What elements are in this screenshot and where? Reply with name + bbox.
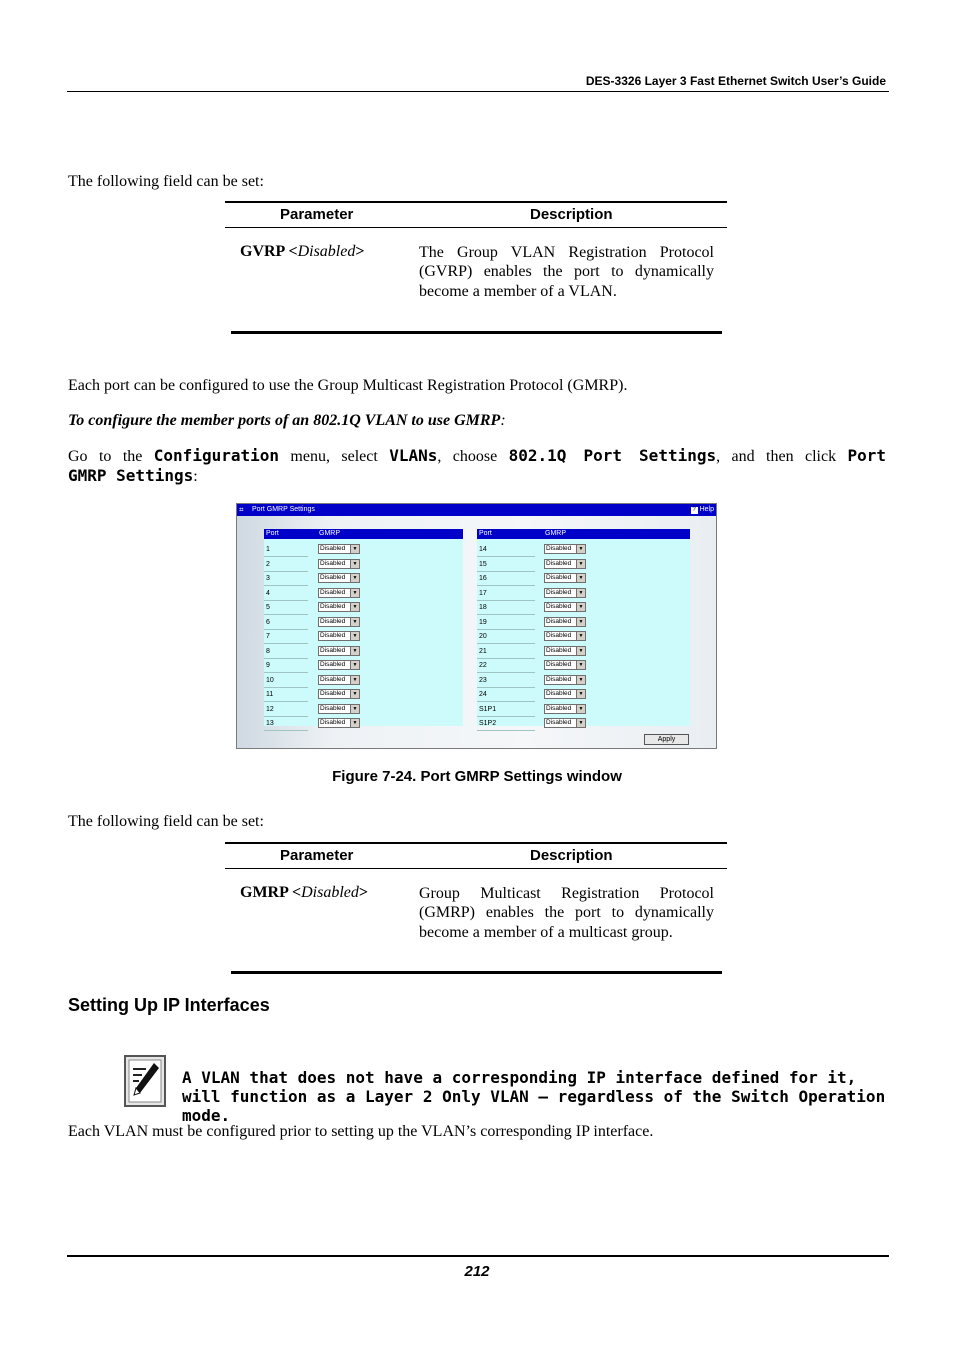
gmrp-select-value: Disabled xyxy=(546,704,572,712)
gmrp-select-value: Disabled xyxy=(546,690,572,697)
port-row xyxy=(264,688,463,702)
port-number: 8 xyxy=(266,647,270,655)
gmrp-select-value: Disabled xyxy=(546,675,572,683)
port-number: 6 xyxy=(266,618,270,626)
gmrp-parameter-table xyxy=(225,842,727,976)
gmrp-select[interactable] xyxy=(318,689,360,699)
gmrp-select[interactable] xyxy=(318,602,360,612)
figure-caption: Figure 7-24. Port GMRP Settings window xyxy=(332,768,622,785)
gmrp-select-value: Disabled xyxy=(320,559,346,567)
dropdown-arrow-icon[interactable]: ▼ xyxy=(576,661,585,669)
gmrp-select-value: Disabled xyxy=(320,661,346,668)
gmrp-select[interactable] xyxy=(544,602,586,612)
gmrp-select[interactable] xyxy=(318,559,360,569)
gmrp-select-value: Disabled xyxy=(320,704,346,712)
dropdown-arrow-icon[interactable]: ▼ xyxy=(350,560,359,568)
port-row xyxy=(264,645,463,659)
gmrp-column-header: GMRP xyxy=(543,529,690,539)
table-header-rule xyxy=(225,868,727,869)
port-row xyxy=(477,717,690,731)
gmrp-select-value: Disabled xyxy=(546,559,572,567)
port-number: 20 xyxy=(479,633,487,640)
dropdown-arrow-icon[interactable]: ▼ xyxy=(576,560,585,568)
port-row xyxy=(264,558,463,572)
column-header-parameter: Parameter xyxy=(280,847,354,864)
column-header-description: Description xyxy=(530,847,613,864)
port-row xyxy=(477,630,690,644)
grid-menu-icon[interactable]: ⌗ xyxy=(239,505,244,514)
dropdown-arrow-icon[interactable]: ▼ xyxy=(350,632,359,640)
dropdown-arrow-icon[interactable]: ▼ xyxy=(350,705,359,713)
gmrp-select-value: Disabled xyxy=(320,632,346,639)
header-rule xyxy=(67,91,889,92)
column-header-description: Description xyxy=(530,206,613,223)
port-number: S1P1 xyxy=(479,705,497,713)
dropdown-arrow-icon[interactable]: ▼ xyxy=(350,676,359,684)
port-number: 15 xyxy=(479,560,487,568)
note-pencil-icon xyxy=(124,1055,166,1107)
dropdown-arrow-icon[interactable]: ▼ xyxy=(576,705,585,713)
port-row xyxy=(477,601,690,615)
gmrp-select-value: Disabled xyxy=(320,646,346,654)
dropdown-arrow-icon[interactable]: ▼ xyxy=(576,632,585,640)
gmrp-select-value: Disabled xyxy=(546,617,572,625)
note-text: A VLAN that does not have a corresponding IP interface defined for it, will function as a Layer 2 Only VLAN – regardless of the Switch Operation mode. xyxy=(182,1068,886,1125)
gmrp-select-value: Disabled xyxy=(546,545,572,552)
port-number: 24 xyxy=(479,691,487,698)
section-heading: Setting Up IP Interfaces xyxy=(68,995,270,1015)
table-header-rule xyxy=(225,227,727,228)
gmrp-select[interactable] xyxy=(544,689,586,699)
dropdown-arrow-icon[interactable]: ▼ xyxy=(576,574,585,582)
port-number: 19 xyxy=(479,618,487,626)
gmrp-select[interactable] xyxy=(318,718,360,728)
port-row xyxy=(264,572,463,586)
gmrp-select[interactable] xyxy=(544,588,586,598)
intro-text-2: The following field can be set: xyxy=(68,813,264,830)
port-number: 10 xyxy=(266,676,274,684)
gmrp-select[interactable] xyxy=(318,675,360,685)
port-number: 1 xyxy=(266,546,270,553)
right-port-table xyxy=(477,529,690,726)
gmrp-select-value: Disabled xyxy=(546,632,572,639)
gmrp-select[interactable] xyxy=(318,573,360,583)
port-row xyxy=(264,630,463,644)
port-row xyxy=(264,601,463,615)
port-row xyxy=(477,659,690,673)
port-number: 12 xyxy=(266,705,274,713)
last-paragraph: Each VLAN must be configured prior to setting up the VLAN’s corresponding IP interface. xyxy=(68,1123,654,1140)
gmrp-select[interactable] xyxy=(544,617,586,627)
port-number: 14 xyxy=(479,546,487,553)
port-number: 4 xyxy=(266,589,270,597)
port-number: 13 xyxy=(266,720,274,727)
port-row xyxy=(264,674,463,688)
dropdown-arrow-icon[interactable]: ▼ xyxy=(576,589,585,597)
gmrp-select-value: Disabled xyxy=(546,574,572,581)
port-number: S1P2 xyxy=(479,720,497,727)
gmrp-column-header: GMRP xyxy=(317,529,463,539)
port-number: 2 xyxy=(266,560,270,568)
dropdown-arrow-icon[interactable]: ▼ xyxy=(576,647,585,655)
port-gmrp-settings-window xyxy=(236,503,717,749)
dropdown-arrow-icon[interactable]: ▼ xyxy=(350,661,359,669)
gmrp-select[interactable] xyxy=(318,544,360,554)
dropdown-arrow-icon[interactable]: ▼ xyxy=(350,603,359,611)
port-row xyxy=(477,616,690,630)
port-number: 9 xyxy=(266,662,270,669)
port-number: 11 xyxy=(266,691,274,698)
port-row xyxy=(477,674,690,688)
dropdown-arrow-icon[interactable]: ▼ xyxy=(350,618,359,626)
window-title: Port GMRP Settings xyxy=(252,506,315,513)
gmrp-select-value: Disabled xyxy=(546,646,572,654)
port-number: 21 xyxy=(479,647,487,655)
help-icon: ? xyxy=(692,507,696,513)
port-row xyxy=(264,587,463,601)
gmrp-select-value: Disabled xyxy=(320,545,346,552)
page-number: 212 xyxy=(464,1263,490,1280)
gmrp-select[interactable] xyxy=(318,631,360,641)
port-row xyxy=(477,688,690,702)
port-row xyxy=(477,572,690,586)
port-row xyxy=(477,587,690,601)
gmrp-select-value: Disabled xyxy=(546,588,572,596)
dropdown-arrow-icon[interactable]: ▼ xyxy=(576,545,585,553)
table-bottom-rule xyxy=(231,331,722,334)
gmrp-select[interactable] xyxy=(544,573,586,583)
gmrp-select-value: Disabled xyxy=(320,603,346,610)
port-number: 16 xyxy=(479,575,487,582)
gmrp-select-value: Disabled xyxy=(320,719,346,726)
port-row xyxy=(477,558,690,572)
gmrp-paragraph: Each port can be configured to use the Group Multicast Registration Protocol (GMRP). xyxy=(68,377,628,394)
gmrp-select-value: Disabled xyxy=(546,661,572,668)
gmrp-select-value: Disabled xyxy=(320,675,346,683)
dropdown-arrow-icon[interactable]: ▼ xyxy=(576,719,585,727)
dropdown-arrow-icon[interactable]: ▼ xyxy=(576,618,585,626)
port-column-header: Port xyxy=(264,529,317,539)
row-divider xyxy=(264,730,308,731)
apply-button[interactable]: Apply xyxy=(644,734,689,745)
dropdown-arrow-icon[interactable]: ▼ xyxy=(350,690,359,698)
gmrp-select[interactable] xyxy=(544,704,586,714)
port-number: 3 xyxy=(266,575,270,582)
parameter-description: Group Multicast Registration Protocol (GMRP) enables the port to dynamically become a member of a multicast group. xyxy=(419,885,714,941)
gmrp-select-value: Disabled xyxy=(320,574,346,581)
port-number: 7 xyxy=(266,633,270,640)
parameter-description: The Group VLAN Registration Protocol (GVRP) enables the port to dynamically become a member of a VLAN. xyxy=(419,244,714,300)
port-number: 23 xyxy=(479,676,487,684)
gmrp-select[interactable] xyxy=(318,617,360,627)
dropdown-arrow-icon[interactable]: ▼ xyxy=(350,545,359,553)
gmrp-select[interactable] xyxy=(544,631,586,641)
port-row xyxy=(477,543,690,557)
gmrp-select-value: Disabled xyxy=(320,617,346,625)
dropdown-arrow-icon[interactable]: ▼ xyxy=(576,676,585,684)
intro-text-1: The following field can be set: xyxy=(68,173,264,190)
instruction-line-2: GMRP Settings: xyxy=(68,466,198,485)
instruction-heading: To configure the member ports of an 802.1Q VLAN to use GMRP: xyxy=(68,412,506,429)
running-header: DES-3326 Layer 3 Fast Ethernet Switch User’s Guide xyxy=(585,74,886,88)
gmrp-select[interactable] xyxy=(544,660,586,670)
port-number: 17 xyxy=(479,589,487,597)
gmrp-select-value: Disabled xyxy=(546,603,572,610)
gmrp-select[interactable] xyxy=(318,660,360,670)
gmrp-select[interactable] xyxy=(544,544,586,554)
port-row xyxy=(264,543,463,557)
column-header-parameter: Parameter xyxy=(280,206,354,223)
instruction-line-1: Go to the Configuration menu, select VLANs, choose 802.1Q Port Settings, and then click Port xyxy=(68,446,887,465)
table-top-rule xyxy=(225,201,727,203)
gmrp-select[interactable] xyxy=(544,718,586,728)
row-divider xyxy=(477,730,535,731)
port-row xyxy=(477,703,690,717)
parameter-name: GVRP <Disabled> xyxy=(240,243,365,260)
gmrp-select[interactable] xyxy=(544,559,586,569)
port-number: 5 xyxy=(266,604,270,611)
port-number: 22 xyxy=(479,662,487,669)
port-row xyxy=(477,645,690,659)
gmrp-select-value: Disabled xyxy=(320,588,346,596)
gmrp-select-value: Disabled xyxy=(546,719,572,726)
dropdown-arrow-icon[interactable]: ▼ xyxy=(576,690,585,698)
table-bottom-rule xyxy=(231,971,722,974)
dropdown-arrow-icon[interactable]: ▼ xyxy=(350,574,359,582)
dropdown-arrow-icon[interactable]: ▼ xyxy=(350,589,359,597)
gmrp-select[interactable] xyxy=(544,646,586,656)
gmrp-select-value: Disabled xyxy=(320,690,346,697)
gmrp-select[interactable] xyxy=(318,588,360,598)
left-port-table xyxy=(264,529,463,726)
port-row xyxy=(264,616,463,630)
help-link[interactable]: ? Help xyxy=(692,506,714,513)
port-row xyxy=(264,717,463,731)
gmrp-select[interactable] xyxy=(544,675,586,685)
footer-rule xyxy=(67,1255,889,1257)
parameter-name: GMRP <Disabled> xyxy=(240,884,369,901)
dropdown-arrow-icon[interactable]: ▼ xyxy=(576,603,585,611)
window-titlebar xyxy=(237,504,716,516)
port-row xyxy=(264,703,463,717)
dropdown-arrow-icon[interactable]: ▼ xyxy=(350,647,359,655)
gmrp-select[interactable] xyxy=(318,646,360,656)
gmrp-select[interactable] xyxy=(318,704,360,714)
port-number: 18 xyxy=(479,604,487,611)
gvrp-parameter-table xyxy=(225,201,727,335)
port-row xyxy=(264,659,463,673)
port-column-header: Port xyxy=(477,529,543,539)
dropdown-arrow-icon[interactable]: ▼ xyxy=(350,719,359,727)
table-top-rule xyxy=(225,842,727,844)
